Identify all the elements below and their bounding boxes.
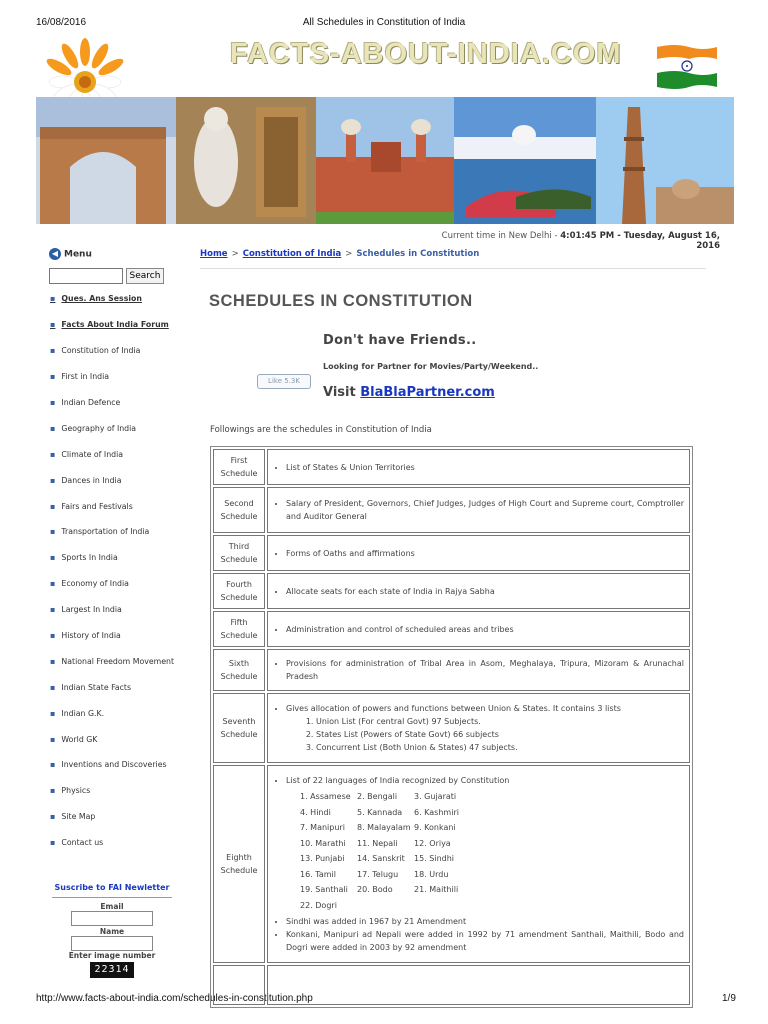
- current-time: Current time in New Delhi - 4:01:45 PM - Tuesday, August 16, 2016: [441, 231, 720, 251]
- sidebar-item-transportation[interactable]: ▪ Transportation of India: [50, 527, 150, 537]
- language-item: 14. Sanskrit: [357, 854, 405, 864]
- language-item: 4. Hindi: [300, 807, 331, 817]
- table-row: [213, 573, 690, 609]
- print-url: http://www.facts-about-india.com/schedules-in-constitution.php: [36, 993, 313, 1004]
- ad-subtext: Looking for Partner for Movies/Party/Weekend..: [323, 362, 539, 371]
- like-button[interactable]: Like 5.3K: [257, 374, 311, 389]
- schedule-name: Eighth Schedule: [213, 765, 265, 963]
- schedule-name: Seventh Schedule: [213, 693, 265, 763]
- language-item: 6. Kashmiri: [414, 807, 459, 817]
- list-item: 1. Union List (For central Govt) 97 Subjects.: [316, 715, 684, 728]
- language-item: 9. Konkani: [414, 823, 456, 833]
- sidebar-item-history[interactable]: ▪ History of India: [50, 631, 121, 641]
- language-item: 1. Assamese: [300, 791, 351, 801]
- sidebar-item-contact[interactable]: ▪ Contact us: [50, 838, 104, 848]
- newsletter-title: Suscribe to FAI Newletter: [54, 883, 170, 892]
- schedule-description: • Forms of Oaths and affirmations: [267, 535, 690, 571]
- bullet-icon: ▪: [50, 475, 56, 485]
- bullet-icon: ▪: [50, 760, 56, 770]
- intro-text: Followings are the schedules in Constitution of India: [210, 425, 432, 435]
- schedule-name: Second Schedule: [213, 487, 265, 533]
- search-button[interactable]: Search: [126, 268, 164, 284]
- sidebar-item-economy[interactable]: ▪ Economy of India: [50, 579, 129, 589]
- sidebar-item-physics[interactable]: ▪ Physics: [50, 786, 91, 796]
- breadcrumb-separator: >: [345, 249, 353, 259]
- language-item: 15. Sindhi: [414, 854, 455, 864]
- sidebar-item-largest[interactable]: ▪ Largest In India: [50, 605, 122, 615]
- language-item: 10. Marathi: [300, 838, 346, 848]
- captcha-image: 22314: [90, 962, 134, 978]
- bullet-icon: ▪: [50, 682, 56, 692]
- sidebar-item-site-map[interactable]: ▪ Site Map: [50, 812, 96, 822]
- table-row: [213, 649, 690, 691]
- bullet-icon: ▪: [50, 346, 56, 356]
- bullet-icon: ▪: [50, 838, 56, 848]
- bullet-icon: ▪: [50, 605, 56, 615]
- sidebar-item-geography[interactable]: ▪ Geography of India: [50, 423, 137, 433]
- schedule-description: • List of States & Union Territories: [267, 449, 690, 485]
- sidebar-item-climate[interactable]: ▪ Climate of India: [50, 449, 124, 459]
- language-item: 13. Punjabi: [300, 854, 345, 864]
- sidebar-item-freedom-movement[interactable]: ▪ National Freedom Movement: [50, 656, 175, 666]
- bullet-icon: ▪: [50, 320, 56, 330]
- table-row: [213, 693, 690, 763]
- list-item: 3. Concurrent List (Both Union & States) 47 subjects.: [316, 741, 684, 754]
- bullet-icon: ▪: [50, 812, 56, 822]
- name-label: Name: [99, 927, 125, 936]
- sidebar-menu: [50, 286, 190, 856]
- ad-link[interactable]: BlaBlaPartner.com: [360, 385, 495, 400]
- language-item: 3. Gujarati: [414, 791, 457, 801]
- schedule-name: Sixth Schedule: [213, 649, 265, 691]
- sidebar-item-world-gk[interactable]: ▪ World GK: [50, 734, 98, 744]
- print-title: All Schedules in Constitution of India: [302, 17, 466, 28]
- list-item: • Konkani, Manipuri ad Nepali were added in 1992 by 71 amendment Santhali, Maithili, Bodo and Dogri were added in 2003 by 92 amendment: [286, 928, 684, 954]
- language-item: 12. Oriya: [414, 838, 451, 848]
- indian-flag-icon: [655, 43, 719, 89]
- bullet-icon: ▪: [50, 786, 56, 796]
- breadcrumb-divider: [200, 268, 706, 269]
- language-item: 21. Maithili: [414, 885, 459, 895]
- breadcrumb-home-link[interactable]: Home: [200, 249, 228, 259]
- schedules-table: [210, 446, 693, 1008]
- schedule-description: • Provisions for administration of Tribal Area in Asom, Meghalaya, Tripura, Mizoram & Arunachal Pradesh: [267, 649, 690, 691]
- language-item: 8. Malayalam: [357, 823, 411, 833]
- breadcrumb-constitution-link[interactable]: Constitution of India: [242, 249, 342, 259]
- bullet-icon: ▪: [50, 553, 56, 563]
- schedule-name: Fifth Schedule: [213, 611, 265, 647]
- email-field[interactable]: [71, 911, 153, 926]
- schedule-name: First Schedule: [213, 449, 265, 485]
- sidebar-item-forum[interactable]: ▪ Facts About India Forum: [50, 320, 169, 330]
- table-row: [213, 611, 690, 647]
- bullet-icon: ▪: [50, 708, 56, 718]
- breadcrumb-separator: >: [231, 249, 239, 259]
- sidebar-item-defence[interactable]: ▪ Indian Defence: [50, 398, 121, 407]
- schedule-name: Third Schedule: [213, 535, 265, 571]
- menu-icon: ◀: [49, 248, 61, 260]
- table-row: [213, 965, 690, 1005]
- bullet-icon: ▪: [50, 449, 56, 459]
- language-item: 7. Manipuri: [300, 823, 345, 833]
- schedule-name: [213, 965, 265, 1005]
- table-row: [213, 765, 690, 963]
- bullet-icon: ▪: [50, 398, 56, 407]
- image-number-label: Enter image number: [68, 951, 156, 960]
- language-item: 5. Kannada: [357, 807, 403, 817]
- bullet-icon: ▪: [50, 656, 56, 666]
- table-row: [213, 487, 690, 533]
- banner-photo-strip: [36, 97, 734, 224]
- site-logo[interactable]: FACTS-ABOUT-INDIA.COM: [230, 38, 622, 70]
- sidebar-item-state-facts[interactable]: ▪ Indian State Facts: [50, 682, 132, 692]
- breadcrumb: [200, 249, 479, 259]
- menu-heading[interactable]: ◀ Menu: [49, 248, 92, 260]
- list-item: 2. States List (Powers of State Govt) 66 subjects: [316, 728, 684, 741]
- schedule-name: Fourth Schedule: [213, 573, 265, 609]
- schedule-description: • Gives allocation of powers and functions between Union & States. It contains 3 lists 1. Union List (For central Govt) 97 Subjects. 2. States List (Powers of State Govt) 66 subjects 3. Concurrent List (Both Union & States) 47 subjects.: [267, 693, 690, 763]
- bullet-icon: ▪: [50, 501, 56, 511]
- language-item: 17. Telugu: [357, 869, 399, 879]
- email-label: Email: [100, 902, 124, 911]
- breadcrumb-current: Schedules in Constitution: [356, 249, 480, 259]
- table-row: [213, 535, 690, 571]
- name-field[interactable]: [71, 936, 153, 951]
- sidebar-item-sports[interactable]: ▪ Sports In India: [50, 553, 118, 563]
- bullet-icon: ▪: [50, 372, 56, 382]
- schedule-description: • List of 22 languages of India recognized by Constitution 1. Assamese 2. Bengali 3. Gujarati 4. Hindi 5. Kannada 6. Kashmiri 7. Manipuri 8. Malayalam 9. Konkani 10. Marathi 11. Nepali 12. Oriya 13. Punjabi 14. Sanskrit 15. Sindhi 16. Tamil 17. Telugu 18. Urdu 19. Santhali 20. Bodo 21. Maithili 22. Dogri • Sindhi was added in 1967 by 21 Amendment • Konkani, Manipuri ad Nepali were added in 1992 by 71 amendment Santhali, Maithili, Bodo and Dogri were added in 2003 by 92 amendment: [267, 765, 690, 963]
- bullet-icon: ▪: [50, 423, 56, 433]
- ad-headline: Don't have Friends..: [323, 333, 477, 348]
- table-row: [213, 449, 690, 485]
- page-title: SCHEDULES IN CONSTITUTION: [209, 292, 473, 310]
- language-item: 16. Tamil: [300, 869, 336, 879]
- bullet-icon: ▪: [50, 527, 56, 537]
- schedule-description: • Salary of President, Governors, Chief Judges, Judges of High Court and Supreme court, Comptroller and Auditor General: [267, 487, 690, 533]
- sidebar-item-dances[interactable]: ▪ Dances in India: [50, 475, 122, 485]
- sidebar-item-ques-ans[interactable]: ▪ Ques. Ans Session: [50, 294, 142, 304]
- sidebar-item-fairs[interactable]: ▪ Fairs and Festivals: [50, 501, 133, 511]
- language-item: 18. Urdu: [414, 869, 449, 879]
- language-item: 2. Bengali: [357, 791, 398, 801]
- bullet-icon: ▪: [50, 579, 56, 589]
- schedule-description: • Allocate seats for each state of India in Rajya Sabha: [267, 573, 690, 609]
- sidebar-item-inventions[interactable]: ▪ Inventions and Discoveries: [50, 760, 167, 770]
- print-page-number: 1/9: [722, 993, 736, 1004]
- schedule-description: [267, 965, 690, 1005]
- list-item: • Sindhi was added in 1967 by 21 Amendment: [286, 915, 684, 928]
- language-item: 22. Dogri: [300, 901, 337, 911]
- sidebar-item-first-in-india[interactable]: ▪ First in India: [50, 372, 110, 382]
- sidebar-item-constitution[interactable]: ▪ Constitution of India: [50, 346, 141, 356]
- bullet-icon: ▪: [50, 734, 56, 744]
- sidebar-item-indian-gk[interactable]: ▪ Indian G.K.: [50, 708, 105, 718]
- language-grid: [274, 790, 684, 912]
- search-input[interactable]: [49, 268, 123, 284]
- bullet-icon: ▪: [50, 631, 56, 641]
- newsletter-divider: [52, 897, 172, 898]
- language-item: 11. Nepali: [357, 838, 398, 848]
- schedule-description: • Administration and control of scheduled areas and tribes: [267, 611, 690, 647]
- bullet-icon: ▪: [50, 294, 56, 304]
- ad-visit: Visit BlaBlaPartner.com: [323, 385, 495, 400]
- language-item: 19. Santhali: [300, 885, 348, 895]
- language-item: 20. Bodo: [357, 885, 393, 895]
- print-date: 16/08/2016: [36, 17, 87, 28]
